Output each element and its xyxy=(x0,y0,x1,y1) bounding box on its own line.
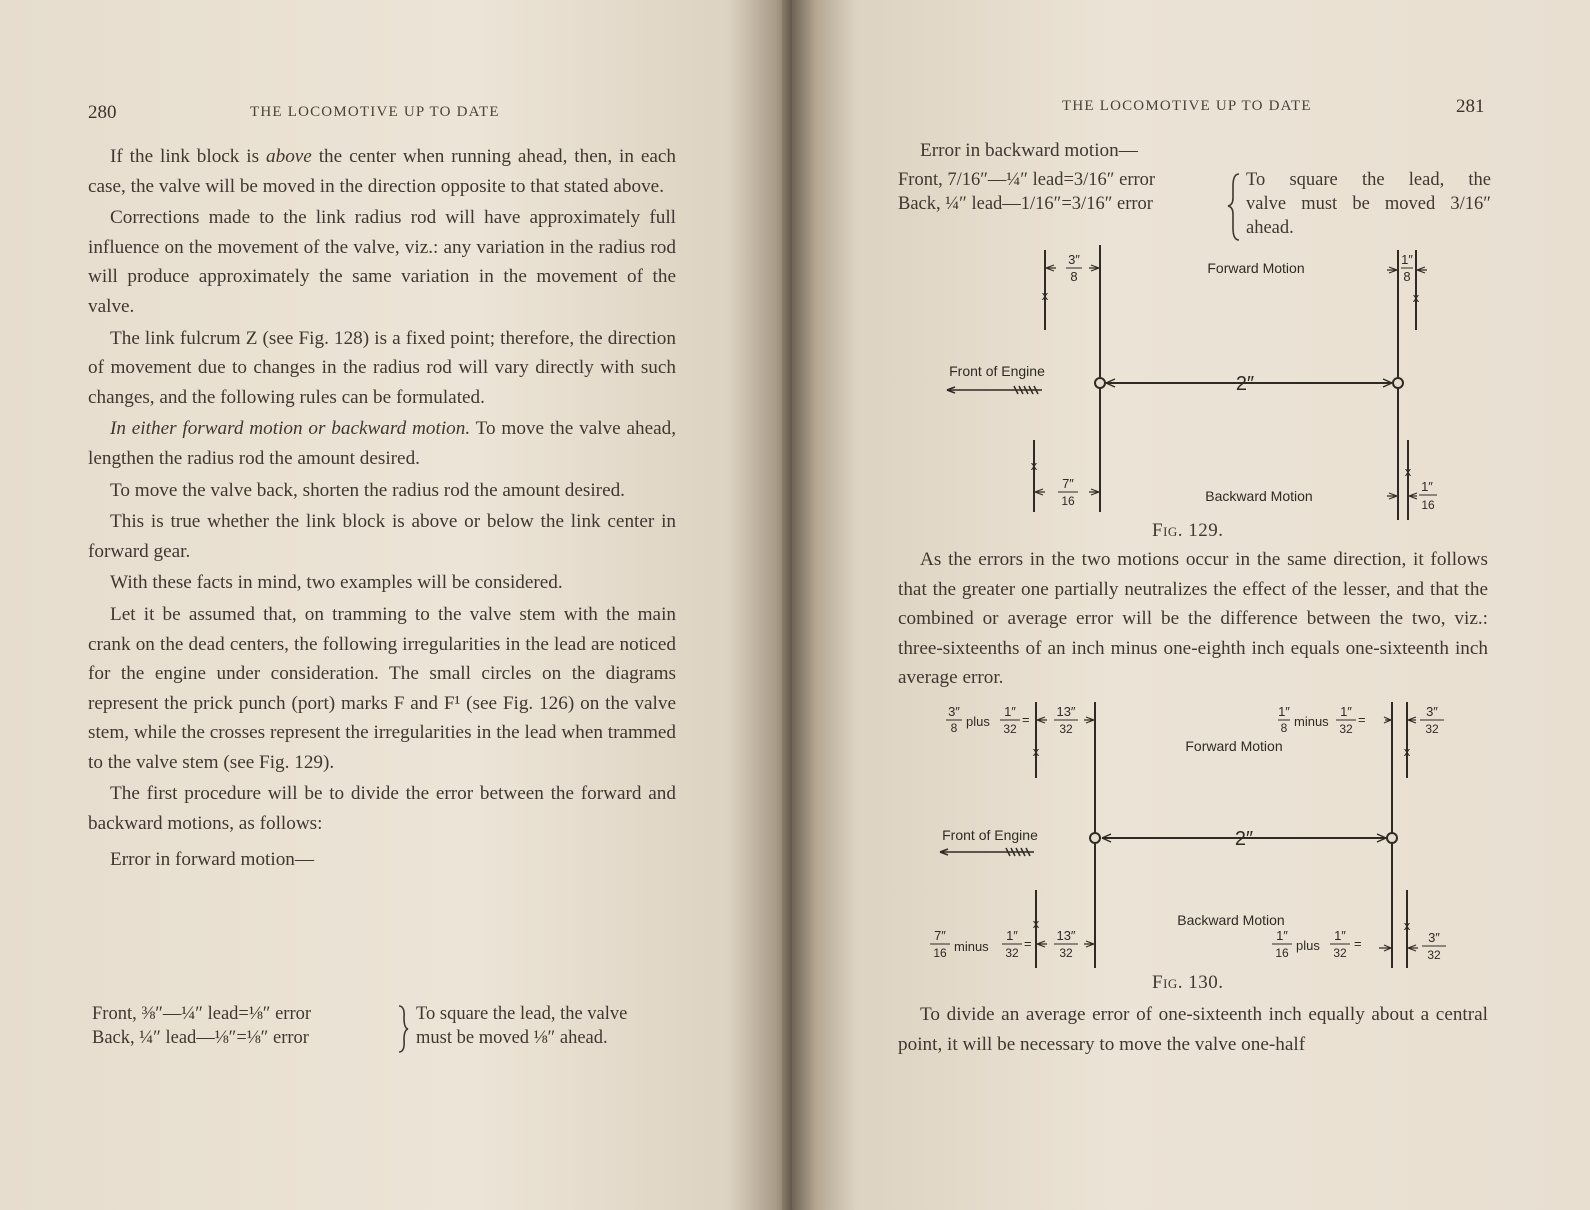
note-line: To square the lead, the valve xyxy=(416,1004,628,1024)
dim-numerator: 7″ xyxy=(934,928,946,943)
dim-numerator: 1″ xyxy=(1340,704,1352,719)
cross-mark: x xyxy=(1030,458,1038,473)
cross-mark: x xyxy=(1032,916,1040,931)
dim-denominator: 32 xyxy=(1003,722,1017,736)
running-head: THE LOCOMOTIVE UP TO DATE xyxy=(250,104,500,120)
left-page xyxy=(0,0,792,1210)
equals-sign: = xyxy=(1024,936,1032,951)
dim-numerator: 3″ xyxy=(1068,252,1080,267)
cross-mark: x xyxy=(1403,744,1411,759)
dim-numerator: 3″ xyxy=(1426,704,1438,719)
forward-motion-label: Forward Motion xyxy=(1185,738,1283,754)
forward-error-front: Front, ⅜″—¼″ lead=⅛″ error xyxy=(92,1004,312,1024)
center-dim-label: 2″ xyxy=(1235,373,1255,395)
backward-error-table xyxy=(898,168,1228,216)
dim-denominator: 8 xyxy=(1403,269,1411,284)
dim-numerator: 1″ xyxy=(1334,928,1346,943)
brace-icon xyxy=(1226,172,1242,242)
prick-mark-circle xyxy=(1393,378,1403,388)
paragraph: With these facts in mind, two examples will be considered. xyxy=(110,572,563,594)
dim-denominator: 8 xyxy=(1280,721,1288,735)
prick-mark-circle xyxy=(1387,833,1397,843)
note-line: ahead. xyxy=(1246,218,1294,238)
paragraph: This is true whether the link block is above or below the link center in forward gear. xyxy=(88,511,676,562)
dim-numerator: 13″ xyxy=(1056,704,1076,719)
figure-caption: Fig. 130. xyxy=(1152,972,1224,993)
body-text xyxy=(898,545,1488,693)
operator-minus: minus xyxy=(1294,714,1329,729)
running-head: THE LOCOMOTIVE UP TO DATE xyxy=(1062,98,1312,114)
dim-denominator: 32 xyxy=(1059,946,1073,960)
backward-error-note xyxy=(1246,168,1491,240)
operator-minus: minus xyxy=(954,939,989,954)
backward-heading: Error in backward motion— xyxy=(920,140,1138,161)
operator-plus: plus xyxy=(1296,938,1320,953)
note-line: To square the lead, the xyxy=(1246,170,1491,190)
dim-denominator: 32 xyxy=(1059,722,1073,736)
cross-mark: x xyxy=(1404,464,1412,479)
front-of-engine-label: Front of Engine xyxy=(942,827,1038,843)
front-arrow-icon xyxy=(947,386,1042,394)
brace-icon xyxy=(396,1004,410,1054)
page-number: 280 xyxy=(88,102,117,123)
equals-sign: = xyxy=(1022,712,1030,727)
paragraph: To divide an average error of one-sixteenth inch equally about a central point, it will be necessary to move the valve one-half xyxy=(898,1004,1488,1055)
dim-denominator: 32 xyxy=(1427,948,1441,962)
figure-129 xyxy=(922,240,1482,520)
dim-numerator: 1″ xyxy=(1004,704,1016,719)
dim-numerator: 1″ xyxy=(1278,704,1290,719)
dim-denominator: 16 xyxy=(1421,498,1435,512)
paragraph: If the link block is above the center when running ahead, then, in each case, the valve will be moved in the direction opposite to that stated above. xyxy=(88,146,676,197)
front-arrow-icon xyxy=(940,848,1034,856)
dim-numerator: 1″ xyxy=(1421,479,1433,494)
dim-denominator: 8 xyxy=(1070,269,1078,284)
figure-130 xyxy=(922,698,1482,978)
equals-sign: = xyxy=(1358,712,1366,727)
cross-mark: x xyxy=(1403,918,1411,933)
dim-numerator: 7″ xyxy=(1062,476,1074,491)
dim-numerator: 13″ xyxy=(1056,928,1076,943)
equals-sign: = xyxy=(1354,936,1362,951)
paragraph: The link fulcrum Z (see Fig. 128) is a fixed point; therefore, the direction of movement due to changes in the radius rod will vary directly with such changes, and the following rules can be formulated. xyxy=(88,327,676,408)
paragraph: The first procedure will be to divide the error between the forward and backward motions, as follows: xyxy=(88,783,676,835)
paragraph: Let it be assumed that, on tramming to the valve stem with the main crank on the dead centers, the following irregularities in the lead are noticed for the engine under consideration. The small circles on the diagrams represent the prick punch (port) marks F and F¹ (see Fig. 126) on the valve stem, while the crosses represent the irregularities in the lead when trammed to the valve stem (see Fig. 129). xyxy=(88,603,676,773)
dim-denominator: 32 xyxy=(1339,722,1353,736)
note-line: valve must be moved 3/16″ xyxy=(1246,194,1491,214)
dim-denominator: 16 xyxy=(933,946,947,960)
operator-plus: plus xyxy=(966,714,990,729)
cross-mark: x xyxy=(1412,290,1420,305)
dim-denominator: 32 xyxy=(1005,946,1019,960)
dim-denominator: 16 xyxy=(1061,494,1075,508)
body-text xyxy=(88,142,676,874)
dim-numerator: 3″ xyxy=(1428,930,1440,945)
forward-error-note xyxy=(416,1002,696,1050)
page-number: 281 xyxy=(1456,96,1485,117)
paragraph: As the errors in the two motions occur in the same direction, it follows that the greater one partially neutralizes the effect of the lesser, and that the combined or average error will be the difference between the two, viz.: three-sixteenths of an inch minus one-eighth inch equals one-sixteenth inch average error. xyxy=(898,549,1488,689)
note-line: must be moved ⅛″ ahead. xyxy=(416,1028,608,1048)
backward-error-back: Back, ¼″ lead—1/16″=3/16″ error xyxy=(898,194,1153,214)
forward-motion-label: Forward Motion xyxy=(1207,260,1305,276)
dim-denominator: 32 xyxy=(1425,722,1439,736)
paragraph: Error in forward motion— xyxy=(110,848,315,870)
paragraph: To move the valve back, shorten the radius rod the amount desired. xyxy=(110,479,625,501)
dim-numerator: 3″ xyxy=(948,704,960,719)
dim-numerator: 1″ xyxy=(1401,252,1413,267)
front-of-engine-label: Front of Engine xyxy=(949,363,1045,379)
body-text xyxy=(898,1000,1488,1059)
forward-error-back: Back, ¼″ lead—⅛″=⅛″ error xyxy=(92,1028,309,1048)
figure-caption: Fig. 129. xyxy=(1152,520,1224,541)
cross-mark: x xyxy=(1041,288,1049,303)
paragraph: In either forward motion or backward motion. To move the valve ahead, lengthen the radius rod the amount desired. xyxy=(88,418,676,469)
dim-numerator: 1″ xyxy=(1276,928,1288,943)
backward-motion-label: Backward Motion xyxy=(1177,912,1285,928)
cross-mark: x xyxy=(1032,744,1040,759)
dim-denominator: 8 xyxy=(950,721,958,735)
backward-motion-label: Backward Motion xyxy=(1205,488,1313,504)
dim-numerator: 1″ xyxy=(1006,928,1018,943)
dim-denominator: 16 xyxy=(1275,946,1289,960)
prick-mark-circle xyxy=(1095,378,1105,388)
prick-mark-circle xyxy=(1090,833,1100,843)
backward-error-front: Front, 7/16″—¼″ lead=3/16″ error xyxy=(898,170,1156,190)
center-dim-label: 2″ xyxy=(1234,828,1254,850)
dim-denominator: 32 xyxy=(1333,946,1347,960)
paragraph: Corrections made to the link radius rod will have approximately full influence on the movement of the valve, viz.: any variation in the radius rod will produce approximately the same variation in the movement of the valve. xyxy=(88,207,676,317)
right-page xyxy=(792,0,1590,1210)
forward-error-table xyxy=(92,1002,392,1050)
